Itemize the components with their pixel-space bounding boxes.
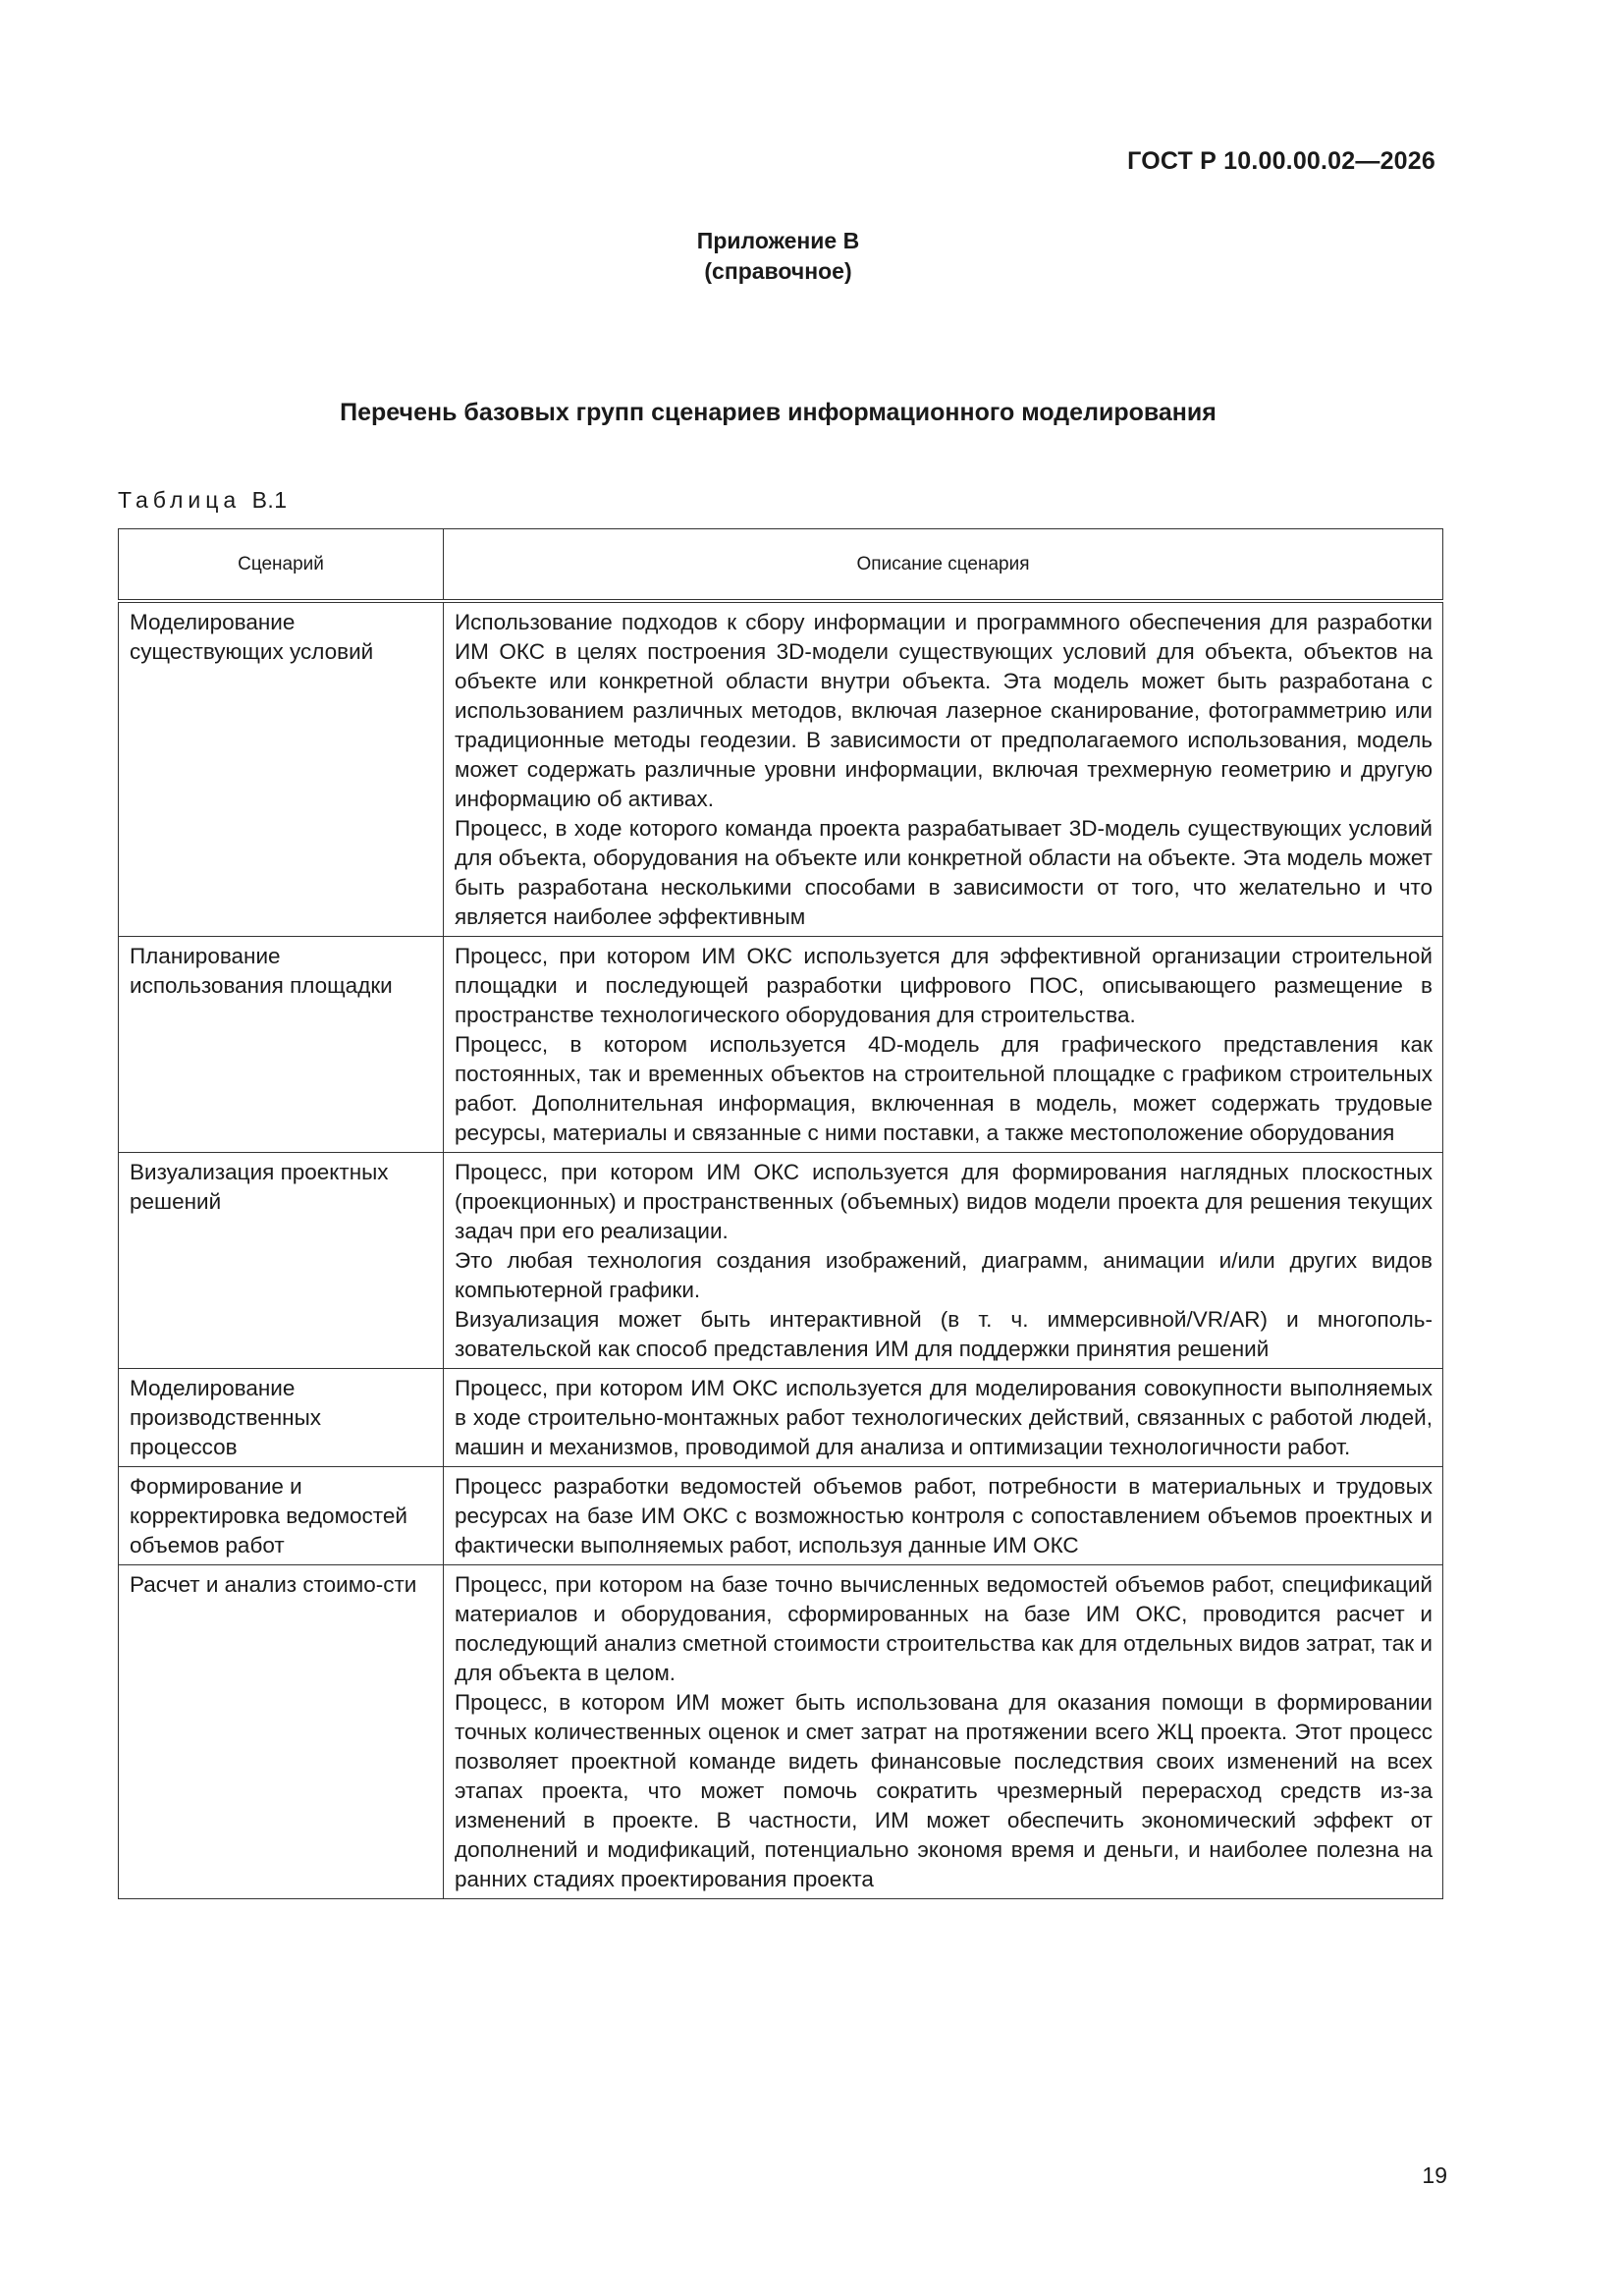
description-paragraph: Процесс, при котором ИМ ОКС используется для моделирования совокупности выполняемых в ходе строительно-монтажных работ технологических действий, связанных с работой людей, машин и механизмов, проводимой для анализа и оптимизации технологичности работ.: [455, 1376, 1433, 1459]
description-cell: [444, 1153, 1443, 1369]
description-paragraph: Использование подходов к сбору информации и программного обеспечения для разработки ИМ ОКС в целях построения 3D-модели существующих условий для объекта, объектов на объекте или конкретной области внутри объекта. Эта модель может быть разработана с использованием различных методов, включая лазерное сканирование, фотограмметрию или традиционные методы геодезии. В зависимости от предполагаемого использования, модель может содержать различные уровни информации, включая трехмерную геометрию и другую информацию об активах.: [455, 610, 1433, 811]
table-caption-number: В.1: [251, 487, 288, 513]
description-paragraph: Визуализация может быть интерактивной (в т. ч. иммерсивной/VR/AR) и многополь-зовательской как способ представления ИМ для поддержки принятия решений: [455, 1307, 1433, 1361]
description-cell: [444, 1467, 1443, 1565]
table-row: [119, 937, 1443, 1153]
scenario-cell: Формирование и корректировка ведомостей объемов работ: [119, 1467, 444, 1565]
appendix-heading: [0, 226, 1556, 287]
description-cell: [444, 1369, 1443, 1467]
description-paragraph: Процесс, в котором ИМ может быть использована для оказания помощи в формировании точных количественных оценок и смет затрат на протяжении всего ЖЦ проекта. Этот процесс позволяет проектной команде видеть финансовые последствия своих изменений на всех этапах проекта, что может помочь сократить чрезмерный перерасход средств из-за изменений в проекте. В частности, ИМ может обеспечить экономический эффект от дополнений и модификаций, потенциально экономя время и деньги, и наиболее полезна на ранних стадиях проектирования проекта: [455, 1690, 1433, 1891]
table-row: [119, 1467, 1443, 1565]
scenario-cell: Расчет и анализ стоимо-сти: [119, 1565, 444, 1899]
table-caption: [118, 487, 288, 514]
table-caption-prefix: Таблица: [118, 487, 242, 513]
description-paragraph: Процесс, в котором используется 4D-модель для графического представления как постоянных, так и временных объектов на строительной площадке с графиком строительных работ. Дополнительная информация, включенная в модель, может содержать трудовые ресурсы, материалы и связанные с ними поставки, а также местоположение оборудования: [455, 1032, 1433, 1145]
scenario-cell: Моделирование производственных процессов: [119, 1369, 444, 1467]
page-number: 19: [1422, 2162, 1447, 2188]
table-row: [119, 1369, 1443, 1467]
table-row: [119, 1565, 1443, 1899]
scenario-cell: Визуализация проектных решений: [119, 1153, 444, 1369]
description-paragraph: Процесс, при котором на базе точно вычисленных ведомостей объемов работ, спецификаций материалов и оборудования, сформированных на базе ИМ ОКС, проводится расчет и последующий анализ сметной стоимости строительства как для отдельных видов затрат, так и для объекта в целом.: [455, 1572, 1433, 1685]
column-header-scenario: Сценарий: [119, 529, 444, 602]
standard-code: ГОСТ Р 10.00.00.02—2026: [1127, 147, 1435, 175]
table-row: [119, 1153, 1443, 1369]
table-header-row: [119, 529, 1443, 602]
description-paragraph: Процесс, в ходе которого команда проекта разрабатывает 3D-модель существующих условий для объекта, оборудования на объекте или конкретной области на объекте. Эта модель может быть разработана несколькими способами в зависимости от того, что желательно и что является наиболее эффективным: [455, 816, 1433, 929]
document-title: Перечень базовых групп сценариев информационного моделирования: [340, 399, 1217, 426]
description-cell: [444, 1565, 1443, 1899]
description-cell: [444, 601, 1443, 937]
description-paragraph: Процесс, при котором ИМ ОКС используется для формирования наглядных плоскостных (проекционных) и пространственных (объемных) видов модели проекта для решения текущих задач при его реализации.: [455, 1160, 1433, 1243]
scenario-cell: Моделирование существующих условий: [119, 601, 444, 937]
description-paragraph: Процесс разработки ведомостей объемов работ, потребности в материальных и трудовых ресурсах на базе ИМ ОКС с возможностью контроля с сопоставлением объемов проектных и фактически выполняемых работ, используя данные ИМ ОКС: [455, 1474, 1433, 1558]
appendix-subtitle: (справочное): [704, 258, 852, 284]
table-row: [119, 601, 1443, 937]
description-paragraph: Это любая технология создания изображений, диаграмм, анимации и/или других видов компьютерной графики.: [455, 1248, 1433, 1302]
scenarios-table: [118, 528, 1443, 1899]
appendix-title: Приложение В: [696, 228, 860, 253]
scenario-cell: Планирование использования площадки: [119, 937, 444, 1153]
description-cell: [444, 937, 1443, 1153]
description-paragraph: Процесс, при котором ИМ ОКС используется для эффективной организации строительной площадки и последующей разработки цифрового ПОС, описывающего размещение в пространстве технологического оборудования для строительства.: [455, 944, 1433, 1027]
column-header-description: Описание сценария: [444, 529, 1443, 602]
